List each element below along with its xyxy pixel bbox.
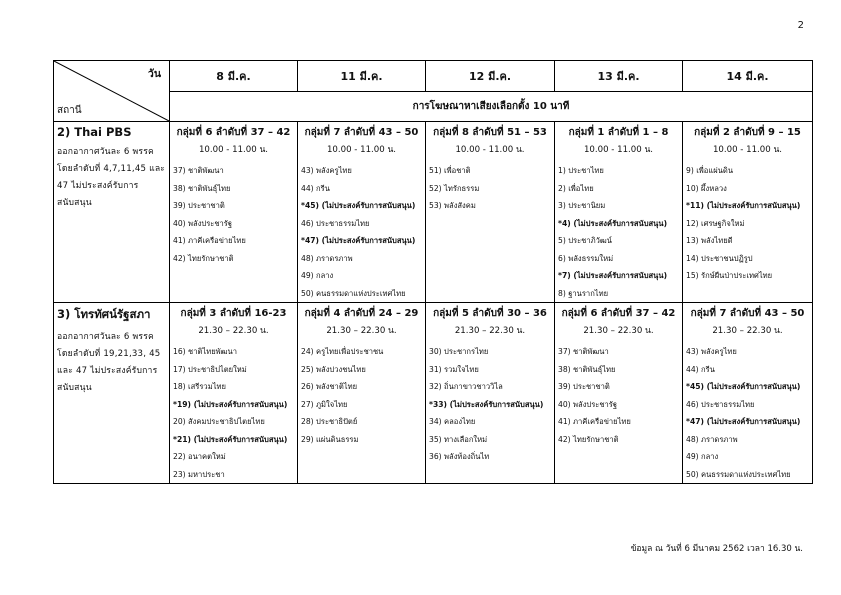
station-cell (54, 303, 170, 484)
party-entry: 10) ผึ้งหลวง (686, 183, 727, 193)
party-group-heading: กลุ่มที่ 2 ลำดับที่ 9 – 15 (694, 127, 801, 138)
party-entry: 20) สังคมประชาธิปไตยไทย (173, 417, 265, 426)
party-entry: 51) เพื่อชาติ (429, 166, 471, 175)
schedule-cell (170, 303, 298, 484)
party-group-heading: กลุ่มที่ 6 ลำดับที่ 37 – 42 (561, 308, 676, 319)
party-entry: 30) ประชากรไทย (429, 347, 489, 356)
party-entry: 40) พลังประชารัฐ (173, 218, 233, 228)
party-entry: 3) ประชานิยม (558, 201, 606, 210)
party-entry: 50) คนธรรมดาแห่งประเทศไทย (301, 288, 406, 298)
station-name: 3) โทรทัศน์รัฐสภา (57, 307, 151, 321)
schedule-cell (683, 303, 813, 484)
schedule-cell (555, 303, 683, 484)
party-group-heading: กลุ่มที่ 4 ลำดับที่ 24 – 29 (304, 308, 419, 319)
party-entry: 12) เศรษฐกิจใหม่ (686, 218, 745, 228)
party-entry: 44) กรีน (301, 183, 330, 193)
party-entry: 22) อนาคตใหม่ (173, 452, 226, 461)
party-entry: 48) ภราดรภาพ (301, 253, 353, 263)
party-entry: 27) ภูมิใจไทย (301, 399, 348, 409)
party-group-heading: กลุ่มที่ 7 ลำดับที่ 43 – 50 (304, 127, 419, 138)
party-entry: *47) (ไม่ประสงค์รับการสนับสนุน) (301, 236, 416, 245)
party-entry: 25) พลังปวงชนไทย (301, 364, 366, 374)
party-entry: 14) ประชาชนปฏิรูป (686, 253, 753, 263)
station-row (54, 303, 813, 484)
page-number: 2 (797, 20, 804, 31)
broadcast-time: 10.00 - 11.00 น. (455, 145, 525, 155)
party-entry: 38) ชาติพันธุ์ไทย (558, 364, 616, 374)
station-row (54, 122, 813, 303)
party-entry: 49) กลาง (301, 271, 334, 280)
schedule-cell (555, 122, 683, 303)
party-entry: 2) เพื่อไทย (558, 183, 594, 193)
broadcast-time: 21.30 – 22.30 น. (454, 326, 526, 336)
station-description: ออกอากาศวันละ 6 พรรค โดยลำดับที่ 4,7,11,45 และ 47 ไม่ประสงค์รับการสนับสนุน (57, 147, 166, 208)
party-entry: 43) พลังครูไทย (686, 347, 737, 356)
party-entry: *11) (ไม่ประสงค์รับการสนับสนุน) (686, 201, 801, 210)
party-entry: *33) (ไม่ประสงค์รับการสนับสนุน) (429, 399, 544, 409)
schedule-cell (683, 122, 813, 303)
party-entry: 46) ประชาธรรมไทย (686, 399, 755, 409)
corner-header-cell (54, 61, 170, 122)
day-header-label: วัน (147, 68, 161, 80)
party-entry: 43) พลังครูไทย (301, 166, 352, 175)
party-entry: 5) ประชาภิวัฒน์ (558, 236, 612, 245)
party-entry: 23) มหาประชา (173, 469, 225, 479)
party-entry: 1) ประชาไทย (558, 166, 604, 175)
party-entry: *45) (ไม่ประสงค์รับการสนับสนุน) (686, 382, 801, 391)
party-entry: 42) ไทยรักษาชาติ (558, 434, 619, 444)
party-group-heading: กลุ่มที่ 7 ลำดับที่ 43 – 50 (690, 308, 805, 319)
party-group-heading: กลุ่มที่ 1 ลำดับที่ 1 – 8 (568, 127, 669, 138)
party-entry: 13) พลังไทยดี (686, 236, 733, 245)
party-entry: 38) ชาติพันธุ์ไทย (173, 183, 231, 193)
party-entry: 39) ประชาชาติ (173, 201, 225, 210)
party-entry: 26) พลังชาติไทย (301, 382, 358, 391)
party-entry: *47) (ไม่ประสงค์รับการสนับสนุน) (686, 417, 801, 426)
broadcast-time: 10.00 - 11.00 น. (326, 145, 397, 155)
party-entry: 6) พลังธรรมใหม่ (558, 253, 614, 263)
party-entry: 52) ไทรักธรรม (429, 183, 480, 193)
broadcast-time: 10.00 - 11.00 น. (712, 145, 783, 155)
party-entry: 31) รวมใจไทย (429, 364, 479, 374)
schedule-cell (170, 122, 298, 303)
party-entry: 16) ชาติไทยพัฒนา (173, 347, 237, 356)
party-entry: 49) กลาง (686, 452, 719, 461)
broadcast-time: 21.30 – 22.30 น. (198, 326, 269, 336)
party-entry: *21) (ไม่ประสงค์รับการสนับสนุน) (173, 434, 288, 444)
party-entry: 37) ชาติพัฒนา (173, 166, 224, 175)
party-entry: 40) พลังประชารัฐ (558, 399, 618, 409)
party-entry: 17) ประชาธิปไตยใหม่ (173, 364, 247, 374)
party-entry: 36) พลังท้องถิ่นไท (429, 452, 490, 461)
data-timestamp-note: ข้อมูล ณ วันที่ 6 มีนาคม 2562 เวลา 16.30 น. (630, 544, 803, 554)
party-entry: 9) เพื่อแผ่นดิน (686, 166, 734, 175)
date-header-8-mar: 8 มี.ค. (170, 61, 298, 92)
schedule-cell (298, 303, 426, 484)
station-description: ออกอากาศวันละ 6 พรรค โดยลำดับที่ 19,21,33, 45 และ 47 ไม่ประสงค์รับการสนับสนุน (57, 332, 161, 393)
party-group-heading: กลุ่มที่ 5 ลำดับที่ 30 – 36 (433, 308, 547, 319)
schedule-cell (298, 122, 426, 303)
party-entry: 28) ประชาธิปัตย์ (301, 417, 358, 426)
party-entry: *19) (ไม่ประสงค์รับการสนับสนุน) (173, 399, 288, 409)
party-entry: *7) (ไม่ประสงค์รับการสนับสนุน) (558, 271, 668, 280)
broadcast-time: 10.00 - 11.00 น. (583, 145, 654, 155)
party-entry: 24) ครูไทยเพื่อประชาชน (301, 347, 384, 356)
party-entry: 41) ภาคีเครือข่ายไทย (558, 417, 631, 426)
party-entry: 41) ภาคีเครือข่ายไทย (173, 236, 246, 245)
party-entry: 48) ภราดรภาพ (686, 434, 738, 444)
party-entry: 8) ฐานรากไทย (558, 288, 609, 298)
broadcast-time: 21.30 – 22.30 น. (583, 326, 654, 336)
date-header-13-mar: 13 มี.ค. (555, 61, 683, 92)
party-entry: 18) เสรีรวมไทย (173, 382, 226, 391)
party-group-heading: กลุ่มที่ 3 ลำดับที่ 16-23 (180, 308, 287, 319)
party-entry: 37) ชาติพัฒนา (558, 347, 609, 356)
broadcast-time: 21.30 – 22.30 น. (712, 326, 783, 336)
party-entry: 39) ประชาชาติ (558, 382, 610, 391)
date-header-14-mar: 14 มี.ค. (683, 61, 813, 92)
party-entry: 15) รักษ์ผืนป่าประเทศไทย (686, 271, 773, 280)
date-header-12-mar: 12 มี.ค. (426, 61, 555, 92)
schedule-cell (426, 122, 555, 303)
party-entry: 35) ทางเลือกใหม่ (429, 434, 488, 444)
party-entry: 32) ถิ่นกาขาวชาววิไล (429, 382, 503, 391)
broadcast-time: 10.00 - 11.00 น. (198, 145, 269, 155)
party-entry: 34) คลองไทย (429, 417, 476, 426)
party-entry: *4) (ไม่ประสงค์รับการสนับสนุน) (558, 218, 668, 228)
broadcast-schedule-table (53, 60, 813, 484)
party-entry: 29) แผ่นดินธรรม (301, 434, 359, 444)
party-entry: *45) (ไม่ประสงค์รับการสนับสนุน) (301, 201, 416, 210)
campaign-subheader: การโฆษณาหาเสียงเลือกตั้ง 10 นาที (170, 92, 813, 122)
station-cell (54, 122, 170, 303)
party-entry: 42) ไทยรักษาชาติ (173, 253, 234, 263)
party-group-heading: กลุ่มที่ 8 ลำดับที่ 51 – 53 (433, 127, 547, 138)
party-entry: 44) กรีน (686, 364, 715, 374)
schedule-cell (426, 303, 555, 484)
party-entry: 50) คนธรรมดาแห่งประเทศไทย (686, 469, 791, 479)
station-header-label: สถานี (57, 105, 82, 116)
party-group-heading: กลุ่มที่ 6 ลำดับที่ 37 – 42 (176, 127, 291, 138)
party-entry: 53) พลังสังคม (429, 201, 476, 210)
party-entry: 46) ประชาธรรมไทย (301, 218, 370, 228)
broadcast-time: 21.30 – 22.30 น. (326, 326, 397, 336)
date-header-11-mar: 11 มี.ค. (298, 61, 426, 92)
station-name: 2) Thai PBS (57, 125, 132, 139)
